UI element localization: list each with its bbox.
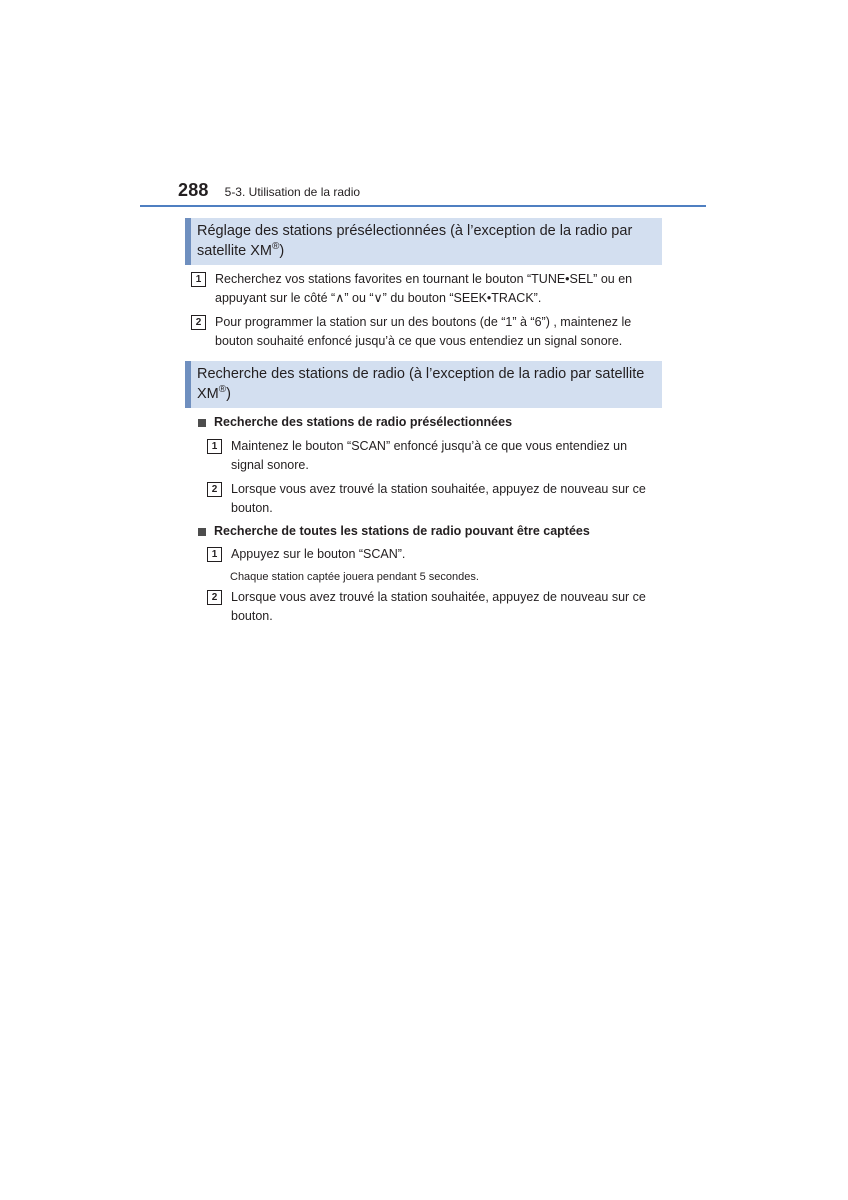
subsection-title: Recherche des stations de radio présélectionnées <box>214 415 513 429</box>
registered-mark: ® <box>271 241 280 253</box>
section-title-end: ) <box>279 243 285 259</box>
section-title-search-stations <box>185 361 662 408</box>
header-rule <box>140 205 706 207</box>
square-bullet-icon <box>198 528 206 536</box>
subsection-title: Recherche de toutes les stations de radio pouvant être captées <box>214 524 590 538</box>
registered-mark: ® <box>218 384 227 396</box>
step-number-badge: 2 <box>191 315 206 330</box>
step-number-badge: 1 <box>191 272 206 287</box>
square-bullet-icon <box>198 419 206 427</box>
step-text: Appuyez sur le bouton “SCAN”. <box>231 547 406 561</box>
section-title-preset-stations <box>185 218 662 265</box>
step-text: Lorsque vous avez trouvé la station souhaitée, appuyez de nouveau sur ce bouton. <box>231 590 646 623</box>
step-note: Chaque station captée jouera pendant 5 secondes. <box>230 571 479 583</box>
page-number: 288 <box>178 180 209 200</box>
step-text: Lorsque vous avez trouvé la station souhaitée, appuyez de nouveau sur ce bouton. <box>231 482 646 515</box>
step-text: Maintenez le bouton “SCAN” enfoncé jusqu’à ce que vous entendiez un signal sonore. <box>231 439 628 472</box>
step-2 <box>207 480 661 518</box>
section-reference: 5-3. Utilisation de la radio <box>224 185 361 199</box>
page-header <box>178 180 360 201</box>
step-number-badge: 1 <box>207 547 222 562</box>
step-text: Recherchez vos stations favorites en tournant le bouton “TUNE•SEL” ou en appuyant sur le côté “∧” ou “∨” du bouton “SEEK•TRACK”. <box>215 272 633 305</box>
step-number-badge: 1 <box>207 439 222 454</box>
section-title-text: Recherche des stations de radio (à l’exception de la radio par satellite XM <box>197 366 645 402</box>
subsection-all-stations-search <box>198 522 590 541</box>
section-title-end: ) <box>226 386 231 402</box>
step-1 <box>207 545 661 564</box>
section-title-text: Réglage des stations présélectionnées (à l’exception de la radio par satellite XM <box>197 223 633 259</box>
step-text: Pour programmer la station sur un des boutons (de “1” à “6”) , maintenez le bouton souhaité enfoncé jusqu’à ce que vous entendiez un signal sonore. <box>215 315 632 348</box>
step-number-badge: 2 <box>207 590 222 605</box>
step-2 <box>207 588 661 626</box>
step-2 <box>191 313 661 351</box>
subsection-preset-search <box>198 413 512 432</box>
step-1 <box>207 437 661 475</box>
step-1 <box>191 270 661 308</box>
step-number-badge: 2 <box>207 482 222 497</box>
